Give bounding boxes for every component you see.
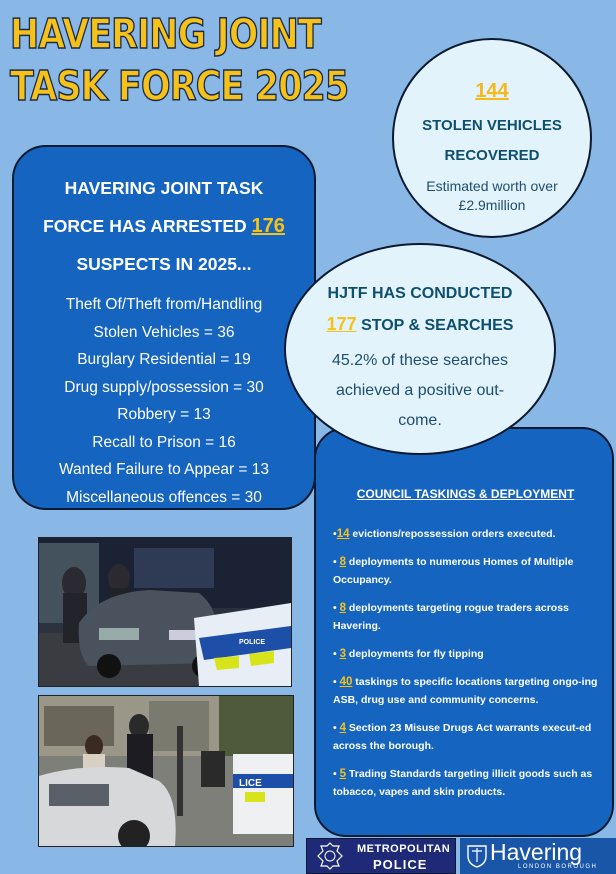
title-line-1: HAVERING JOINT (10, 10, 321, 58)
title-line-2: TASK FORCE 2025 (10, 62, 349, 110)
list-item: • 40 taskings to specific locations targeting ongo-ing ASB, drug use and community concerns. (333, 676, 598, 706)
vehicles-label-2: RECOVERED (444, 147, 540, 164)
vehicles-circle (392, 38, 592, 238)
stat-item: Robbery = 13 (117, 406, 211, 423)
police-car-photo (38, 537, 292, 687)
stat-item: Wanted Failure to Appear = 13 (58, 461, 270, 478)
arrests-heading-prefix: FORCE HAS ARRESTED (43, 216, 247, 236)
stat-item: Stolen Vehicles = 36 (93, 323, 235, 341)
council-heading: COUNCIL TASKINGS & DEPLOYMENT (356, 487, 575, 501)
arrests-stats (14, 291, 314, 511)
vehicles-sub-1: Estimated worth over (426, 178, 558, 194)
met-line-2: POLICE (373, 857, 428, 872)
street-scene-photo (38, 695, 294, 847)
searches-label: STOP & SEARCHES (361, 317, 514, 334)
stat-item: Burglary Residential = 19 (77, 351, 251, 368)
arrests-count: 176 (251, 215, 285, 237)
van-livery-text: LICE (239, 778, 262, 789)
arrests-heading: HAVERING JOINT TASK FORCE HAS ARRESTED 176 SUSPECTS IN 2025... (43, 178, 285, 274)
list-item: • 4 Section 23 Misuse Drugs Act warrants execut-ed across the borough. (333, 722, 592, 752)
council-list (333, 525, 598, 801)
list-item: • 8 deployments targeting rogue traders across Havering. (333, 602, 569, 632)
vehicles-label-1: STOLEN VEHICLES (422, 117, 562, 134)
list-item: • 5 Trading Standards targeting illicit goods such as tobacco, vapes and skin products. (333, 768, 593, 798)
havering-subtitle: LONDON BOROUGH (518, 864, 598, 870)
list-item: • 3 deployments for fly tipping (333, 648, 484, 660)
council-panel (314, 427, 614, 837)
car-livery-text: POLICE (239, 639, 266, 646)
searches-body: 45.2% of these searches achieved a positive out- come. (331, 352, 509, 429)
stat-item: Drug supply/possession = 30 (64, 378, 264, 396)
havering-name: Havering (490, 839, 583, 865)
logo-bar (306, 838, 616, 874)
met-crest-icon (315, 842, 345, 870)
vehicles-sub-2: £2.9million (458, 197, 526, 213)
searches-circle (284, 243, 556, 455)
stat-item: Theft Of/Theft from/Handling (65, 296, 263, 313)
searches-count: 177 (326, 314, 357, 334)
stat-item: Miscellaneous offences = 30 (66, 488, 262, 506)
arrests-panel (12, 145, 316, 510)
havering-crest-icon (466, 842, 488, 868)
page-title (10, 8, 348, 112)
vehicles-count: 144 (475, 80, 509, 102)
havering-logo (460, 838, 616, 874)
searches-heading: HJTF HAS CONDUCTED (327, 285, 513, 302)
list-item: • 8 deployments to numerous Homes of Multiple Occupancy. (333, 556, 574, 586)
list-item: •14 evictions/repossession orders executed. (333, 528, 556, 540)
stat-item: Recall to Prison = 16 (92, 433, 236, 451)
met-police-logo (306, 838, 456, 874)
met-line-1: METROPOLITAN (357, 843, 451, 855)
